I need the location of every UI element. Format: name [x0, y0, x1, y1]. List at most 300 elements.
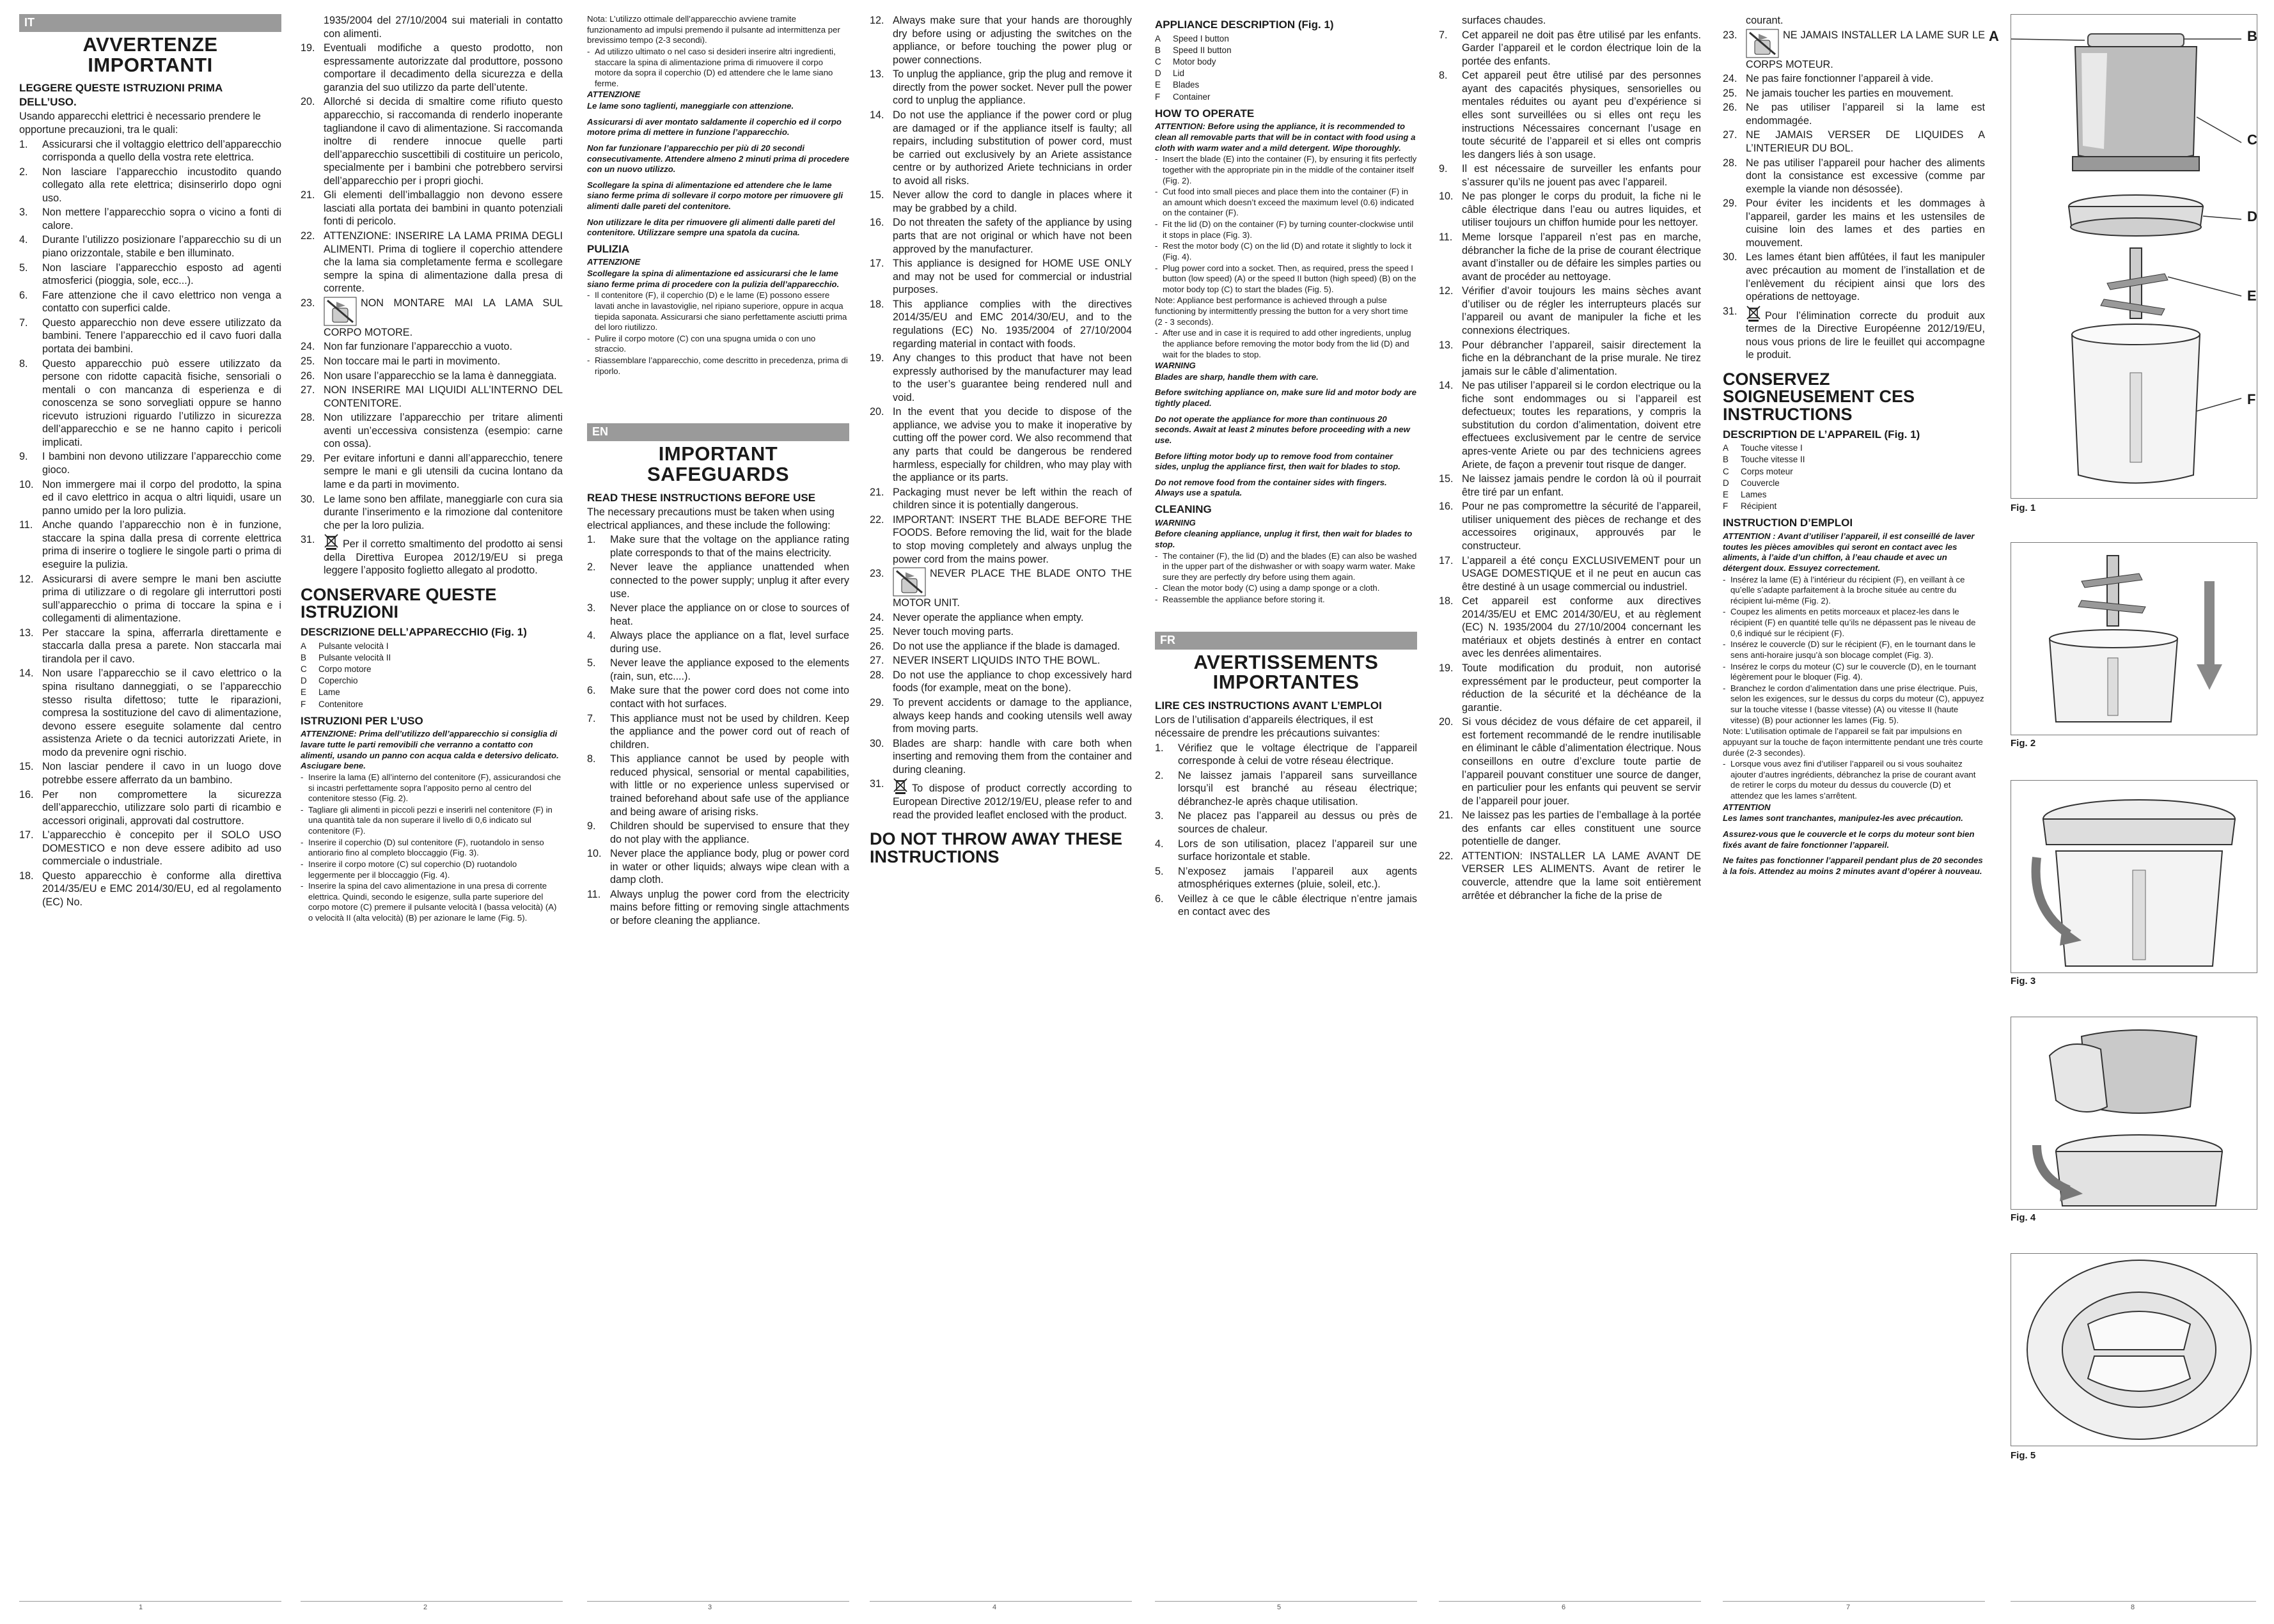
item-text	[610, 753, 849, 818]
list-item	[870, 611, 1132, 625]
item-text-content: Durante l’utilizzo posizionare l’apparecchio su di un piano orizzontale, stabile e ben illuminato.	[42, 234, 281, 259]
list-item	[870, 777, 1132, 822]
intro-text: Usando apparecchi elettrici è necessario prendere le opportune precauzioni, tra le quali:	[19, 111, 261, 136]
dash-mark: -	[301, 859, 304, 869]
list-item	[1439, 190, 1701, 230]
item-text	[610, 712, 849, 752]
item-number: 31.	[870, 778, 884, 790]
item-text-content: Do not use the appliance to chop excessively hard foods (for example, meat on the bone).	[893, 669, 1132, 694]
item-number: 26.	[1723, 102, 1737, 114]
item-text	[893, 640, 1132, 653]
list-item	[301, 340, 563, 354]
blade-warning-icon	[1746, 29, 1779, 58]
item-text	[42, 760, 281, 786]
item-text-content: This appliance is designed for HOME USE ONLY and may not be used for commercial or industrial purposes.	[893, 258, 1132, 296]
list-item	[1439, 809, 1701, 848]
part-letter: C	[301, 664, 307, 675]
footer-rule-2	[301, 1601, 563, 1602]
item-number: 18.	[870, 298, 884, 310]
wheelie-bin-crossed-icon	[893, 777, 908, 794]
item-number: 9.	[1439, 163, 1448, 175]
item-text-content: Do not use the appliance if the blade is damaged.	[893, 640, 1120, 652]
item-number: 31.	[1723, 305, 1737, 317]
warning-item: Non utilizzare le dita per rimuovere gli alimenti dalle pareti del contenitore. Utilizzare sempre una spatola da cucina.	[587, 217, 835, 238]
item-number: 8.	[587, 753, 596, 765]
item-text-content: Les lames étant bien affûtées, il faut les manipuler avec précaution au moment de l’installation et de l’enlèvement du récipient ainsi que lors des opérations de nettoyage.	[1746, 251, 1985, 303]
figure-5-frame	[2011, 1253, 2257, 1446]
item-text	[893, 352, 1132, 404]
item-number: 17.	[870, 258, 884, 270]
item-text-content: Ne pas plonger le corps du produit, la fiche ni le câble électrique dans l’eau ou autres liquides, et utiliser toujours un chiffon humide pour les nettoyer.	[1462, 191, 1701, 229]
list-item	[301, 42, 563, 94]
item-number	[1439, 14, 1462, 27]
list-item	[1723, 251, 1985, 303]
numbered-list	[587, 533, 849, 927]
dash-item	[587, 355, 849, 377]
list-item	[301, 297, 563, 340]
item-text-content: Per staccare la spina, afferrarla direttamente e staccarla dalla presa a parete. Non staccarla mai tirandola per il cavo.	[42, 627, 281, 665]
dash-mark: -	[1155, 241, 1158, 251]
item-number: 6.	[1155, 893, 1164, 905]
column-7	[1723, 14, 1985, 877]
item-text	[610, 602, 849, 628]
dash-mark: -	[1155, 187, 1158, 197]
list-item	[19, 788, 281, 828]
list-item	[1155, 742, 1417, 768]
item-number: 20.	[1439, 716, 1454, 728]
part-letter: D	[301, 676, 307, 686]
dash-mark: -	[587, 46, 590, 56]
item-text	[610, 684, 849, 710]
spacer	[1155, 606, 1417, 632]
item-text	[42, 627, 281, 666]
list-item	[301, 14, 563, 40]
list-item	[870, 216, 1132, 256]
item-text-content: Pour éviter les incidents et les dommages à l’appareil, garder les mains et les ustensiles de cuisine loin des lames et des parties en mouvement.	[1746, 198, 1985, 249]
parts-description-list	[1723, 442, 1985, 512]
item-text	[893, 513, 1132, 566]
item-text	[893, 486, 1132, 512]
item-text	[1178, 769, 1417, 809]
dash-item-text: Pulire il corpo motore (C) con una spugna umida o con uno straccio.	[595, 333, 816, 354]
part-name: Couvercle	[1741, 478, 1780, 488]
item-text	[42, 357, 281, 449]
warning-item: Assicurarsi di aver montato saldamente il coperchio ed il corpo motore prima di mettere in funzione l’apparecchio.	[587, 116, 842, 137]
item-number: 2.	[1155, 769, 1164, 781]
dash-item-text: Tagliare gli alimenti in piccoli pezzi e inserirli nel contenitore (F) in una quantità tale da non superare il livello di 0,6 indicato sul contenitore (F).	[308, 804, 553, 836]
item-text-content: Never place the appliance on or close to sources of heat.	[610, 602, 849, 627]
dash-item-text: Inserire il coperchio (D) sul contenitore (F), ruotandolo in senso antiorario fino al completo bloccaggio (Fig. 3).	[308, 837, 544, 858]
item-number: 1.	[587, 534, 596, 546]
figure-3-fit-lid	[2011, 781, 2257, 972]
list-item	[1723, 101, 1985, 127]
item-text	[1462, 231, 1701, 283]
item-text	[42, 519, 281, 571]
list-item	[870, 625, 1132, 639]
callout-b: B	[2247, 28, 2257, 44]
item-text-content: Ne laissez pas les parties de l’emballage à la portée des enfants car elles constituent une source potentielle de danger.	[1462, 809, 1701, 848]
item-text	[324, 452, 563, 492]
list-item	[19, 760, 281, 786]
part-letter: F	[1155, 91, 1161, 102]
callout-e: E	[2247, 288, 2257, 304]
list-item	[587, 657, 849, 683]
list-item	[587, 533, 849, 559]
item-number: 21.	[870, 486, 884, 498]
item-text	[610, 629, 849, 655]
item-text-content: Per non compromettere la sicurezza dell’apparecchio, utilizzare solo parti di ricambio e accessori originali, approvati dal costruttore.	[42, 788, 281, 827]
item-number: 4.	[1155, 838, 1164, 850]
item-text-content: Never place the appliance body, plug or power cord in water or other liquids; always wipe clean with a damp cloth.	[610, 848, 849, 886]
dash-item-text: Plug power cord into a socket. Then, as required, press the speed I button (low speed) (A) or the speed II button (high speed) (B) on the motor body top (C) to start the blades (Fig. 5).	[1163, 263, 1416, 294]
item-text	[42, 166, 281, 205]
item-number: 31.	[301, 534, 315, 546]
item-text-content: In the event that you decide to dispose of the appliance, we advise you to make it inoperative by cutting off the power cord. We also recommend that any parts that could be dangerous be rendered harmless, especially for children, who may play with the appliance or its parts.	[893, 406, 1132, 484]
dash-item-text: Inserire il corpo motore (C) sul coperchio (D) ruotandolo leggermente per il bloccaggio (Fig. 4).	[308, 859, 517, 880]
list-item	[1723, 305, 1985, 362]
item-number	[301, 14, 324, 40]
list-item	[19, 667, 281, 759]
item-text-content: Pour débrancher l’appareil, saisir directement la fiche en la débranchant de la prise murale. Ne tirez jamais sur le câble d’alimentation.	[1462, 339, 1701, 377]
item-text-content: Pour l’élimination correcte du produit aux termes de la Directive Européenne 2012/19/EU, nous vous prions de lire le feuillet qui accompagne le produit.	[1746, 309, 1985, 361]
warning-item: Assurez-vous que le couvercle et le corps du moteur sont bien fixés avant de faire fonctionner l’appareil.	[1723, 829, 1975, 850]
list-item	[1439, 339, 1701, 379]
item-number: 15.	[870, 189, 884, 201]
figure-4-rest-motor-body	[2011, 1017, 2257, 1209]
dash-mark: -	[1155, 583, 1158, 593]
fig-5-label: Fig. 5	[2011, 1450, 2036, 1461]
list-item	[301, 95, 563, 187]
item-number: 19.	[1439, 662, 1454, 674]
item-text-content: Ne laissez jamais l’appareil sans surveillance lorsqu’il est branché au réseau électrique; débranchez-le après chaque utilisation.	[1178, 769, 1417, 808]
list-item	[19, 478, 281, 518]
footer-rule-4	[870, 1601, 1132, 1602]
item-text-content: Always make sure that your hands are thoroughly dry before using or adjusting the switches on the appliance, or before touching the power plug or power connections.	[893, 15, 1132, 66]
item-number: 13.	[19, 627, 34, 639]
list-item	[870, 189, 1132, 215]
item-text	[42, 667, 281, 759]
item-text	[324, 384, 563, 410]
part-name: Speed II button	[1173, 45, 1232, 55]
warning-blade: Les lames sont tranchantes, manipulez-les avec précaution.	[1723, 813, 1963, 824]
item-text-content: Make sure that the voltage on the appliance rating plate corresponds to that of the mains electricity.	[610, 534, 849, 559]
item-text-content: Never leave the appliance unattended when connected to the power supply; unplug it after every use.	[610, 561, 849, 600]
part-name: Récipient	[1741, 501, 1777, 511]
list-item	[870, 513, 1132, 566]
item-text-content: This appliance complies with the directives 2014/35/EU and EMC 2014/30/EU, and to the regulations (EC) No. 1935/2004 of 27/10/2004 regarding material in contact with foods.	[893, 298, 1132, 350]
item-number: 4.	[19, 234, 28, 246]
column-3	[587, 14, 849, 929]
column-2	[301, 14, 563, 925]
warning-blade: Blades are sharp, handle them with care.	[1155, 371, 1319, 382]
item-text-content: This appliance cannot be used by people with reduced physical, sensorial or mental capabilities, with little or no experience unless supervised or trained beforehand about safe use of the appliance and being aware of arising risks.	[610, 753, 849, 818]
list-item	[1439, 69, 1701, 161]
item-text	[42, 262, 281, 288]
item-number: 25.	[1723, 87, 1737, 99]
description-title: DESCRIPTION DE L’APPAREIL (Fig. 1)	[1723, 428, 1920, 441]
part-letter: B	[1723, 455, 1729, 465]
dash-mark: -	[1155, 154, 1158, 164]
item-number: 25.	[870, 626, 884, 638]
item-number: 12.	[1439, 285, 1454, 297]
howto-warning: ATTENTION : Avant d’utiliser l’appareil, il est conseillé de laver toutes les pièces amovibles qui seront en contact avec les aliments, à l’aide d’un chiffon, à l’eau chaude et avec un détergent doux. Essuyez correctement.	[1723, 531, 1975, 573]
list-item	[19, 870, 281, 909]
item-number: 11.	[19, 519, 33, 531]
item-text-content: Non mettere l’apparecchio sopra o vicino a fonti di calore.	[42, 207, 281, 231]
item-text	[42, 573, 281, 625]
dash-item	[1155, 241, 1417, 262]
cleaning-warning: Scollegare la spina di alimentazione ed assicurarsi che le lame siano ferme prima di procedere con la pulizia dell’apparecchio.	[587, 269, 840, 289]
dash-list	[587, 290, 849, 377]
item-text	[1462, 14, 1701, 27]
item-number: 30.	[870, 737, 884, 749]
list-item	[301, 189, 563, 228]
page-number: 5	[1276, 1604, 1282, 1611]
item-text	[893, 405, 1132, 484]
warning-item: Non far funzionare l’apparecchio per più di 20 secondi consecutivamente. Attendere almeno 2 minuti prima di procedere con un nuovo utilizzo.	[587, 143, 849, 175]
dash-list	[1723, 759, 1985, 802]
dash-item-text: Branchez le cordon d’alimentation dans une prise électrique. Puis, selon les exigences, sur le dessus du corps du moteur (C), appuyez sur la touche vitesse I (basse vitesse) (A) ou vitesse II (haute vitesse) (B) pour actionner les lames (Fig. 5).	[1730, 683, 1984, 725]
note-text: Note: Appliance best performance is achieved through a pulse functioning by intermittently pressing the button for a very short time (2 - 3 seconds).	[1155, 295, 1408, 327]
item-text	[1462, 715, 1701, 808]
list-item	[19, 262, 281, 288]
item-number: 24.	[870, 611, 884, 623]
dash-mark: -	[587, 355, 590, 366]
dash-list	[1723, 575, 1985, 726]
part-name: Lame	[318, 687, 340, 698]
wheelie-bin-crossed-icon	[324, 533, 339, 550]
warning-item: Before switching appliance on, make sure lid and motor body are tightly placed.	[1155, 387, 1416, 409]
item-text-content: Cet appareil ne doit pas être utilisé par les enfants. Garder l’appareil et le cordon électrique loin de la portée des enfants.	[1462, 29, 1701, 67]
dash-item-text: Cut food into small pieces and place them into the container (F) in an amount which doesn’t exceed the maximum level (0.6) indicated on the container (F).	[1163, 187, 1414, 218]
item-text-content: Packaging must never be left within the reach of children since it is potentially dangerous.	[893, 486, 1132, 511]
item-number: 3.	[587, 602, 596, 614]
list-item	[1439, 850, 1701, 902]
item-text	[1462, 190, 1701, 230]
item-text-content: Allorché si decida di smaltire come rifiuto questo apparecchio, si raccomanda di renderlo inoperante tagliandone il cavo di alimentazione. Si raccomanda inoltre di rendere innocue quelle parti dell’apparecchio suscettibili di costituire un pericolo, specialmente per i bambini che potrebbero servirsi dell’apparecchio per i propri giochi.	[324, 96, 563, 187]
item-text	[42, 870, 281, 909]
item-text-content: Ne pas utiliser l’appareil pour hacher des aliments dont la consistance est excessive (comme par exemple la viande non désossée).	[1746, 157, 1985, 195]
item-text	[893, 696, 1132, 736]
item-number: 5.	[19, 262, 28, 274]
list-item	[19, 166, 281, 205]
item-text	[1462, 339, 1701, 379]
item-text-content: Lors de son utilisation, placez l’appareil sur une surface horizontale et stable.	[1178, 838, 1417, 863]
dash-mark: -	[1723, 759, 1726, 769]
item-text-content: Gli elementi dell’imballaggio non devono essere lasciati alla portata dei bambini in quanto potenziali fonti di pericolo.	[324, 189, 563, 228]
item-text-content: I bambini non devono utilizzare l’apparecchio come gioco.	[42, 451, 281, 476]
list-item	[587, 712, 849, 752]
item-number: 8.	[1439, 70, 1448, 82]
item-text	[893, 654, 1132, 668]
item-text	[1178, 893, 1417, 919]
item-text-content: Ne pas faire fonctionner l’appareil à vide.	[1746, 73, 1934, 85]
keep-instructions-title: CONSERVARE QUESTE ISTRUZIONI	[301, 584, 497, 622]
item-number: 10.	[19, 478, 34, 490]
footer-rule-6	[1439, 1601, 1701, 1602]
list-item	[587, 561, 849, 600]
item-text-content: Assicurarsi di avere sempre le mani ben asciutte prima di utilizzare o di regolare gli interruttori posti sull’apparecchio o prima di toccare la spina e i collegamenti di alimentazione.	[42, 573, 281, 625]
item-text-content: L’appareil a été conçu EXCLUSIVEMENT pour un USAGE DOMESTIQUE et il ne peut en aucun cas être destiné à un usage commercial ou industriel.	[1462, 554, 1701, 593]
item-text-content: Vérifier d’avoir toujours les mains sèches avant d’utiliser ou de régler les interrupteurs placés sur l’appareil ou avant de manipuler la fiche et les connexions électriques.	[1462, 285, 1701, 336]
cleaning-title: CLEANING	[1155, 503, 1212, 516]
item-text	[42, 289, 281, 315]
item-text	[893, 611, 1132, 625]
item-text-content: IMPORTANT: INSERT THE BLADE BEFORE THE FOODS. Before removing the lid, wait for the blade to stop moving completely and always unplug the power cord from the mains power.	[893, 513, 1132, 565]
item-number: 8.	[19, 357, 28, 370]
footer-rule-5	[1155, 1601, 1417, 1602]
dash-item-text: Fit the lid (D) on the container (F) by turning counter-clockwise until it stops in place (Fig. 3).	[1163, 219, 1414, 240]
item-number: 14.	[19, 668, 34, 680]
item-text-content: Meme lorsque l’appareil n’est pas en marche, débrancher la fiche de la prise de courant électrique avant d’installer ou de défaire les simples parties ou avant de procéder au nettoyage.	[1462, 231, 1701, 283]
callout-c: C	[2247, 132, 2257, 148]
item-text	[893, 109, 1132, 187]
list-item	[587, 629, 849, 655]
fig-3-label: Fig. 3	[2011, 976, 2036, 987]
item-number: 11.	[1439, 231, 1453, 243]
list-item	[1439, 162, 1701, 189]
language-tab: IT	[19, 14, 281, 32]
item-text	[1178, 809, 1417, 836]
item-text	[1178, 742, 1417, 768]
footer-rule-1	[19, 1601, 281, 1602]
callout-a: A	[1989, 28, 1999, 44]
part-letter: D	[1155, 68, 1161, 79]
list-item	[301, 230, 563, 295]
list-item	[587, 684, 849, 710]
item-text	[42, 316, 281, 356]
item-text	[1746, 14, 1985, 27]
list-item	[870, 68, 1132, 107]
item-text-content: NEVER INSERT LIQUIDS INTO THE BOWL.	[893, 655, 1101, 667]
column-6	[1439, 14, 1701, 903]
dash-mark: -	[1155, 328, 1158, 338]
list-item	[1439, 595, 1701, 660]
item-number: 7.	[1439, 29, 1448, 41]
item-number: 25.	[301, 355, 315, 367]
item-text-content: Ne pas utiliser l’appareil si le cordon electrique ou la fiche sont endommages ou si l’appareil est defectueux; toutes les reparations, y compris la substitution du cordon d’alimentation, doivent etre effectuees exclusivement par le centre de service apres-vente Ariete ou par des techniciens agrees Ariete, de façon a prevenir tout risque de danger.	[1462, 380, 1701, 471]
list-item	[19, 357, 281, 449]
item-number: 27.	[870, 655, 884, 667]
dash-item	[1155, 328, 1417, 360]
dash-item	[1155, 583, 1417, 594]
list-item	[1723, 72, 1985, 86]
item-number: 14.	[870, 109, 884, 121]
part-letter: C	[1723, 466, 1729, 476]
dash-item	[1723, 575, 1985, 607]
item-text-content: Always place the appliance on a flat, level surface during use.	[610, 630, 849, 655]
part-name: Coperchio	[318, 676, 358, 686]
cleaning-block	[1155, 518, 1417, 605]
item-text	[42, 138, 281, 164]
item-text-content: Non usare l’apparecchio se il cavo elettrico o la spina risultano danneggiati, o se l’apparecchio stesso risulta difettoso; tutte le riparazioni, compresa la sostituzione del cavo di alimentazione, devono essere eseguite solamente dal centro assistenza Ariete o da tecnici autorizzati Ariete, in modo da prevenire ogni rischio.	[42, 668, 281, 758]
dash-item	[301, 772, 563, 804]
list-item	[870, 669, 1132, 695]
item-text-content: Questo apparecchio non deve essere utilizzato da bambini. Tenere l’apparecchio ed il cavo fuori dalla portata dei bambini.	[42, 316, 281, 355]
dash-item-text: Riassemblare l’apparecchio, come descritto in precedenza, prima di riporlo.	[595, 355, 848, 376]
note-text: Note: L’utilisation optimale de l’appareil se fait par impulsions en appuyant sur la touche de façon intermittente pendant une très courte durée (2-3 secondes).	[1723, 726, 1983, 758]
howto-block	[1155, 121, 1417, 499]
item-text-content: NE JAMAIS VERSER DE LIQUIDES A L’INTERIEUR DU BOL.	[1746, 129, 1985, 154]
intro-text: Lors de l’utilisation d’appareils électriques, il est nécessaire de prendre les précautions suivantes:	[1155, 714, 1380, 740]
warning-item: Do not remove food from the container sides with fingers. Always use a spatula.	[1155, 477, 1387, 498]
howto-title: ISTRUZIONI PER L’USO	[301, 714, 423, 727]
dash-mark: -	[1723, 639, 1726, 650]
item-number: 5.	[1155, 865, 1164, 877]
language-tab: EN	[587, 423, 849, 441]
item-number: 30.	[1723, 251, 1737, 263]
item-text-content: Any changes to this product that have not been expressly authorised by the manufacturer may lead to the user’s guarantee being rendered null and void.	[893, 352, 1132, 403]
part-letter: B	[301, 652, 307, 662]
dash-item-text: Lorsque vous avez fini d’utiliser l’appareil ou si vous souhaitez ajouter d’autres ingrédients, débranchez la prise de courant avant de retirer le corps du moteur du dessus du couvercle (D) et attendez que les lames s’arrêtent.	[1730, 759, 1976, 800]
item-text-content: Cet appareil est conforme aux directives 2014/35/EU et EMC 2014/30/EU, et au règlement (EC) N. 1935/2004 du 27/10/2004 concernant les matériaux et objets destinés à entrer en contact avec les denrées alimentaires.	[1462, 595, 1701, 660]
item-number: 23.	[870, 568, 884, 580]
item-number: 7.	[587, 712, 596, 724]
item-number: 21.	[1439, 809, 1454, 822]
list-item	[1439, 662, 1701, 714]
dash-mark: -	[1723, 661, 1726, 671]
item-text	[42, 829, 281, 868]
list-item	[1723, 157, 1985, 196]
item-text	[324, 95, 563, 187]
dash-list	[301, 772, 563, 924]
item-text	[893, 625, 1132, 639]
keep-instructions-title: CONSERVEZ SOIGNEUSEMENT CES INSTRUCTIONS	[1723, 369, 1915, 424]
parts-description-list	[1155, 33, 1417, 103]
list-item	[1439, 500, 1701, 552]
item-text-content: NON MONTARE MAI LA LAMA SUL CORPO MOTORE.	[324, 297, 563, 338]
item-text-content: Never touch moving parts.	[893, 626, 1014, 638]
item-number: 22.	[301, 230, 315, 242]
item-number: 26.	[301, 370, 315, 382]
list-item	[870, 567, 1132, 610]
page-number: 6	[1561, 1604, 1566, 1611]
keep-instructions-title: DO NOT THROW AWAY THESE INSTRUCTIONS	[870, 829, 1123, 866]
list-item	[1723, 29, 1985, 72]
item-text-content: Si vous décidez de vous défaire de cet appareil, il est fortement recommandé de le rendre inutilisable en éliminant le câble d’alimentation électrique. Nous conseillons en outre d’exclure toute partie de l’appareil pouvant constituer une source de danger, en particulier pour les enfants qui peuvent se servir de l’appareil pour jouer.	[1462, 716, 1701, 807]
list-item	[1723, 197, 1985, 249]
item-number: 18.	[19, 870, 34, 882]
page-number: 2	[423, 1604, 428, 1611]
part-letter: F	[301, 699, 306, 709]
item-text-content: Non lasciar pendere il cavo in un luogo dove potrebbe essere afferrato da un bambino.	[42, 761, 281, 786]
item-text-content: Vérifiez que le voltage électrique de l’appareil corresponde à celui de votre réseau électrique.	[1178, 742, 1417, 767]
item-number: 29.	[301, 452, 315, 464]
part-name: Contenitore	[318, 699, 363, 709]
part-letter: F	[1723, 501, 1729, 511]
dash-item	[1155, 551, 1417, 583]
list-item	[19, 573, 281, 625]
list-item	[19, 233, 281, 260]
item-number: 12.	[19, 573, 34, 585]
footer-rule-7	[1723, 1601, 1985, 1602]
item-text	[1462, 662, 1701, 714]
item-text-content: Assicurarsi che il voltaggio elettrico dell’apparecchio corrisponda a quello della vostra rete elettrica.	[42, 138, 281, 164]
item-text	[893, 216, 1132, 256]
spacer	[587, 377, 849, 423]
item-text	[1746, 305, 1985, 362]
warning-head: WARNING	[1155, 361, 1196, 371]
dash-item-text: Insérez le corps du moteur (C) sur le couvercle (D), en le tournant légèrement pour le bloquer (Fig. 4).	[1730, 661, 1977, 682]
list-item	[301, 411, 563, 451]
item-text-content: NE JAMAIS INSTALLER LA LAME SUR LE CORPS MOTEUR.	[1746, 29, 1985, 70]
item-text	[324, 370, 563, 383]
list-item	[1723, 14, 1985, 27]
item-text	[1462, 595, 1701, 660]
intro-heading: LEGGERE QUESTE ISTRUZIONI PRIMA DELL’USO.	[19, 82, 223, 108]
notes-block	[587, 14, 849, 238]
item-text	[1746, 29, 1985, 72]
